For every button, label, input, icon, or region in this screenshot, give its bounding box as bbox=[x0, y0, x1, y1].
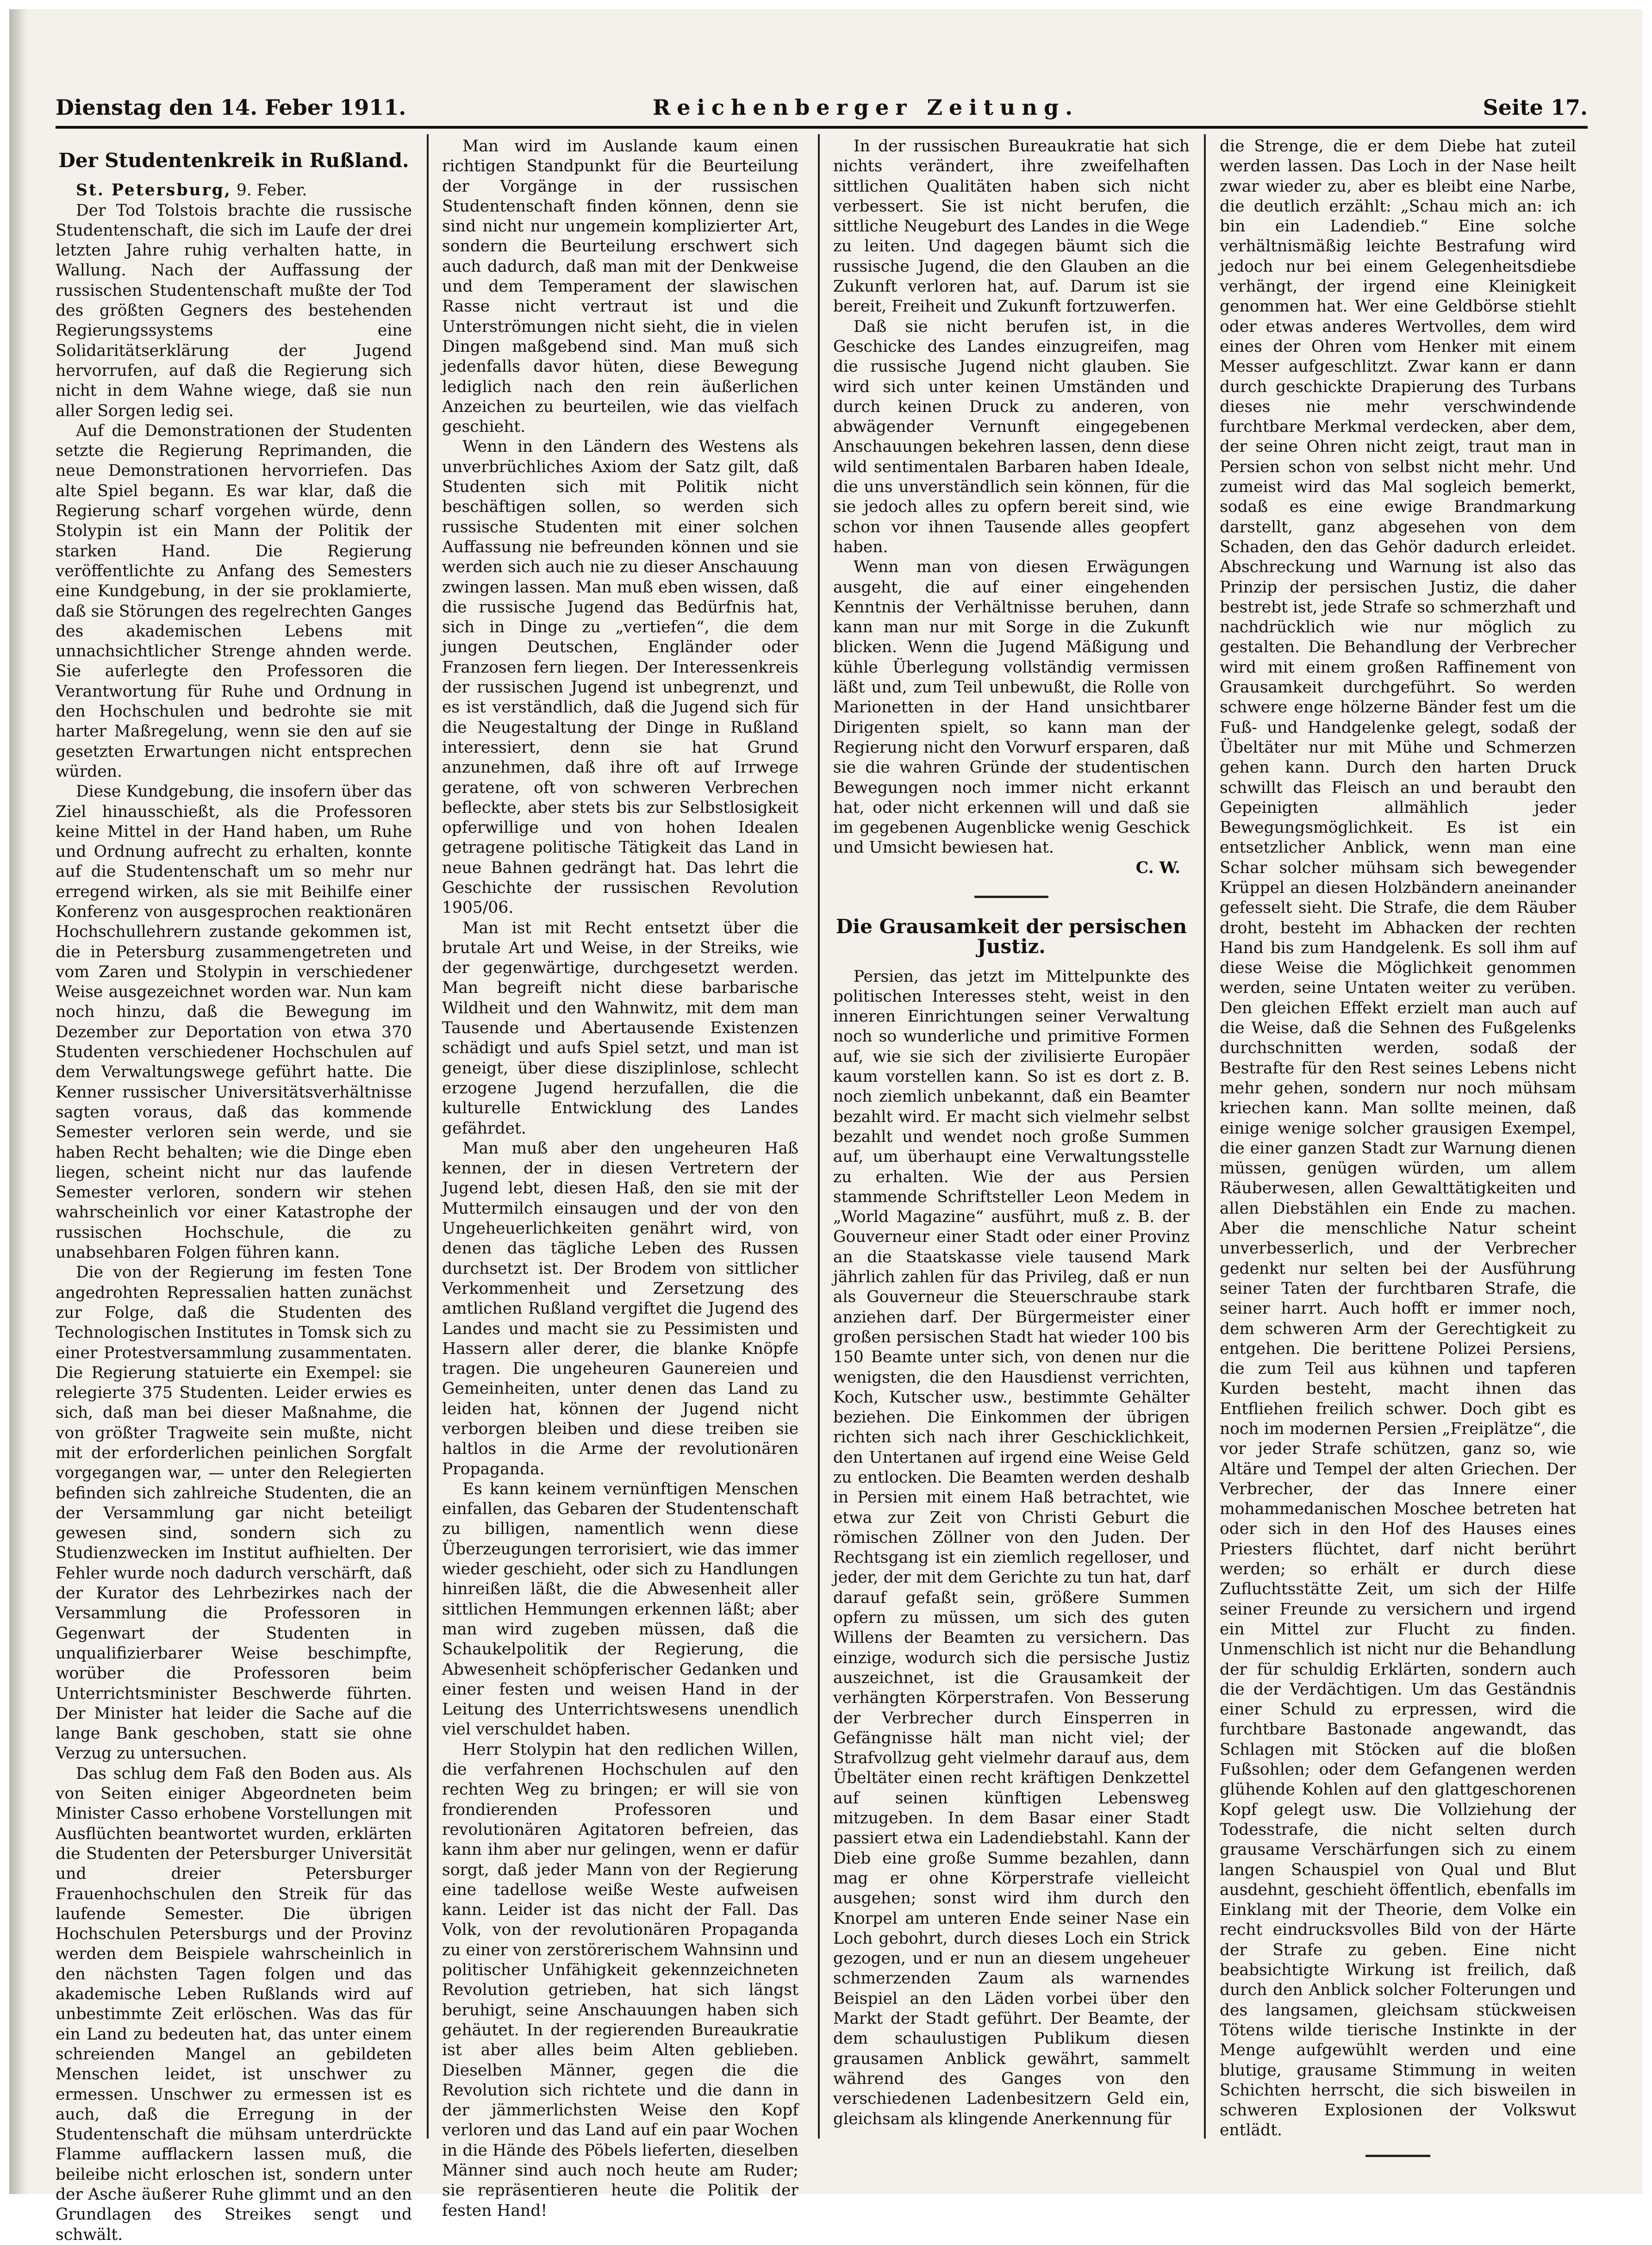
article-paragraph: Wenn man von diesen Erwägungen ausgeht, die auf einer eingehenden Kenntnis der Verhältnisse beruhen, dann kann man nur mit Sorge in die Zukunft blicken. Wenn die Jugend Mäßigung und kühle Überlegung vollständig vermissen läßt und, zum Teil unbewußt, die Rolle von Marionetten in der Hand unsichtbarer Dirigenten spielt, so kann man der Regierung nicht den Vorwurf ersparen, daß sie die wahren Gründe der studentischen Bewegungen noch immer nicht erkannt hat, oder nicht erkennen will und daß sie im gegebenen Augenblicke wenig Geschick und Umsicht bewiesen hat. bbox=[833, 558, 1190, 857]
column-divider bbox=[818, 134, 820, 2139]
article-2-continuation: die Strenge, die er dem Diebe hat zuteil werden lassen. Das Loch in der Nase heilt zwar wieder zu, aber es bleibt eine Narbe, die deutlich erzählt: „Schau mich an: ich bin ein Ladendieb.“ Eine solche verhältnismäßig leichte Bestrafung wird jedoch nur bei einem Gelegenheitsdiebe verhängt, der irgend eine Kleinigkeit genommen hat. Wer eine Geldbörse stiehlt oder etwas anderes Wertvolles, dem wird eines der Ohren vom Henker mit einem Messer aufgeschlitzt. Zwar kann er dann durch geschickte Drapierung des Turbans dieses nie mehr verschwindende furchtbare Merkmal verdecken, aber dem, der seine Ohren nicht zeigt, traut man in Persien schon von selbst nicht mehr. Und zumeist wird das Mal sogleich bemerkt, sodaß es eine ewige Brandmarkung darstellt, ganz abgesehen von dem Schaden, den das Gehör dadurch erleidet. Abschreckung und Warnung ist also das Prinzip der persischen Justiz, die daher bestrebt ist, jede Strafe so schmerzhaft und nachdrücklich wie nur möglich zu gestalten. Die Behandlung der Verbrecher wird mit einem großen Raffinement von Grausamkeit durchgeführt. So werden schwere enge hölzerne Bänder fest um die Fuß- und Handgelenke gelegt, sodaß der Übeltäter nur mit Mühe und Schmerzen gehen kann. Durch den harten Druck schwillt das Fleisch an und beraubt den Gepeinigten allmählich jeder Bewegungsmöglichkeit. Es ist ein entsetzlicher Anblick, wenn man eine Schar solcher mühsam sich bewegender Krüppel an diesen Holzbändern aneinander gefesselt sieht. Die Strafe, die dem Räuber droht, besteht im Abhacken der rechten Hand bis zum Handgelenk. Es soll ihm auf diese Weise die Möglichkeit genommen werden, seine Untaten weiter zu verüben. Den gleichen Effekt erzielt man auch auf die Weise, daß die Sehnen des Fußgelenks durchschnitten werden, sodaß der Bestrafte für den Rest seines Lebens nicht mehr gehen, sondern nur noch mühsam kriechen kann. Man sollte meinen, daß einige wenige solcher grausigen Exempel, die einer ganzen Stadt zur Warnung dienen müssen, genügen würden, um allem Räuberwesen, allen Gewalttätigkeiten und allen Diebstählen ein Ende zu machen. Aber die menschliche Natur scheint unverbesserlich, und der Verbrecher gedenkt nur selten bei der Ausführung seiner Taten der furchtbaren Strafe, die seiner harrt. Auch hofft er immer noch, dem schweren Arm der Gerechtigkeit zu entgehen. Die berittene Polizei Persiens, die zum Teil aus kühnen und tapferen Kurden besteht, macht ihnen das Entfliehen freilich schwer. Doch gibt es noch im modernen Persien „Freiplätze“, die vor jeder Strafe schützen, ganz so, wie Altäre und Tempel der alten Griechen. Der Verbrecher, der das Innere einer mohammedanischen Moschee betreten hat oder sich in den Hof des Hauses eines Priesters flüchtet, darf nicht berührt werden; so erhält er durch diese Zufluchtsstätte Zeit, um sich der Hilfe seiner Freunde zu versichern und irgend ein Mittel zur Flucht zu finden. Unmenschlich ist nicht nur die Behandlung der für schuldig Erklärten, sondern auch die der Verdächtigen. Um das Geständnis einer Schuld zu erpressen, wird die furchtbare Bastonade angewandt, das Schlagen mit Stöcken auf die bloßen Fußsohlen; oder dem Gefangenen werden glühende Kohlen auf den glattgeschorenen Kopf gelegt usw. Die Vollziehung der Todesstrafe, die nicht selten durch grausame Verschärfungen sich zu einem langen Schauspiel von Qual und Blut ausdehnt, geschieht öffentlich, ebenfalls im Einklang mit der Theorie, dem Volke ein recht eindrucksvolles Bild von der Härte der Strafe zu geben. Eine nicht beabsichtigte Wirkung ist freilich, daß durch den Anblick solcher Folterungen und des langsamen, gleichsam stückweisen Tötens wilde tierische Instinkte in der Menge aufgewühlt werden und eine blutige, grausame Stimmung in weiten Schichten herrscht, die sich bisweilen in schweren Explosionen der Volkswut entlädt. bbox=[1220, 137, 1576, 2140]
page-binding-edge bbox=[9, 9, 28, 2194]
article-separator bbox=[974, 896, 1048, 898]
article-paragraph: Diese Kundgebung, die insofern über das Ziel hinausschießt, als die Professoren keine Mittel in der Hand haben, um Ruhe und Ordnung aufrecht zu erhalten, konnte auf die Studentenschaft um so mehr nur erregend wirken, als sie mit Beihilfe einer Konferenz von ausgesprochen reaktionären Hochschullehrern zustande gekommen ist, die in Petersburg zusammengetreten und vom Zaren und Stolypin in verschiedener Weise ausgezeichnet worden war. Nun kam noch hinzu, daß die Bewegung im Dezember zur Deportation von etwa 370 Studenten verschiedener Hochschulen auf dem Verwaltungswege geführt hatte. Die Kenner russischer Universitätsverhältnisse sagten voraus, daß das kommende Semester verloren sein werde, und sie haben Recht behalten; wie die Dinge eben liegen, scheint nicht nur das laufende Semester verloren, sondern wir stehen wahrscheinlich vor einer Katastrophe der russischen Hochschule, die zu unabsehbaren Folgen führen kann. bbox=[56, 782, 412, 1262]
article-paragraph: Man wird im Auslande kaum einen richtigen Standpunkt für die Beurteilung der Vorgänge in der russischen Studentenschaft finden können, denn sie sind nicht nur ungemein komplizierter Art, sondern die Beurteilung erschwert sich auch dadurch, daß man mit der Denkweise und dem Temperament der slawischen Rasse nicht vertraut ist und die Unterströmungen nicht sieht, die in vielen Dingen maßgebend sind. Man muß sich jedenfalls davor hüten, diese Bewegung lediglich nach den rein äußerlichen Anzeichen zu beurteilen, wie das vielfach geschieht. bbox=[442, 137, 798, 437]
page-header bbox=[56, 95, 1588, 127]
header-page-number: Seite 17. bbox=[1483, 95, 1588, 120]
article-paragraph: In der russischen Bureaukratie hat sich nichts verändert, ihre zweifelhaften sittlichen Qualitäten haben sich nicht verbessert. Sie ist nicht berufen, die sittliche Neugeburt des Landes in die Wege zu leiten. Und dagegen bäumt sich die russische Jugend, die den Glauben an die Zukunft verloren hat, auf. Darum ist sie bereit, Freiheit und Zukunft fortzuwerfen. bbox=[833, 137, 1190, 316]
header-paper-title: Reichenberger Zeitung. bbox=[653, 95, 1079, 120]
article-paragraph: Es kann keinem vernünftigen Menschen einfallen, das Gebaren der Studentenschaft zu billigen, namentlich wenn diese Überzeugungen terrorisiert, wie das immer wieder geschieht, oder sich zu Handlungen hinreißen läßt, die die Abwesenheit aller sittlichen Hemmungen erkennen läßt; aber man wird zugeben müssen, daß die Schaukelpolitik der Regierung, die Abwesenheit schöpferischer Gedanken und einer festen und weisen Hand in der Leitung des Unterrichtswesens unendlich viel verschuldet haben. bbox=[442, 1479, 798, 1739]
column-4 bbox=[1220, 137, 1576, 2139]
column-3 bbox=[833, 137, 1190, 2139]
article-1-signature: C. W. bbox=[1135, 858, 1180, 877]
header-rule bbox=[56, 126, 1588, 129]
article-end-rule bbox=[1365, 2155, 1430, 2157]
article-paragraph: Auf die Demonstrationen der Studenten setzte die Regierung Reprimanden, die neue Demonstrationen hervorriefen. Das alte Spiel begann. Es war klar, daß die Regierung scharf vorgehen würde, denn Stolypin ist ein Mann der Politik der starken Hand. Die Regierung veröffentlichte zu Anfang des Semesters eine Kundgebung, in der sie proklamierte, daß sie Störungen des regelrechten Ganges des akademischen Lebens mit unnachsichtlicher Strenge ahnden werde. Sie auferlegte den Professoren die Verantwortung für Ruhe und Ordnung in den Hochschulen und bedrohte sie mit harter Maßregelung, wenn sie den auf sie gesetzten Erwartungen nicht entsprechen würden. bbox=[56, 421, 412, 781]
article-paragraph: Persien, das jetzt im Mittelpunkte des politischen Interesses steht, weist in den inneren Einrichtungen seiner Verwaltung noch so wunderliche und primitive Formen auf, wie sie sich der zivilisierte Europäer kaum vorstellen kann. So ist es dort z. B. noch ziemlich unbekannt, daß ein Beamter bezahlt wird. Er macht sich vielmehr selbst bezahlt und wendet noch große Summen auf, um überhaupt eine Verwaltungsstelle zu erhalten. Wie der aus Persien stammende Schriftsteller Leon Medem in „World Magazine“ ausführt, muß z. B. der Gouverneur einer Stadt oder einer Provinz an die Staatskasse viele tausend Mark jährlich zahlen für das Privileg, daß er nun als Gouverneur die Steuerschraube stark anziehen darf. Der Bürgermeister einer großen persischen Stadt hat wieder 100 bis 150 Beamte unter sich, von denen nur die wenigsten, die den Hausdienst verrichten, Koch, Kutscher usw., bestimmte Gehälter beziehen. Die Einkommen der übrigen richten sich nach ihrer Geschicklichkeit, den Untertanen auf irgend eine Weise Geld zu entlocken. Die Beamten werden deshalb in Persien mit einem Haß betrachtet, wie etwa zur Zeit von Christi Geburt die römischen Zöllner von den Juden. Der Rechtsgang ist ein ziemlich regelloser, und jeder, der mit dem Gerichte zu tun hat, darf darauf gefaßt sein, größere Summen opfern zu müssen, um sich des guten Willens der Beamten zu versichern. Das einzige, wodurch sich die persische Justiz auszeichnet, ist die Grausamkeit der verhängten Körperstrafen. Von Besserung der Verbrecher durch Einsperren in Gefängnisse hält man nicht viel; der Strafvollzug geht vielmehr darauf aus, dem Übeltäter einen recht kräftigen Denkzettel auf seinen künftigen Lebensweg mitzugeben. In dem Basar einer Stadt passiert etwa ein Ladendiebstahl. Kann der Dieb eine große Summe bezahlen, dann mag er ohne Körperstrafe vielleicht ausgehen; sonst wird ihm durch den Knorpel am unteren Ende seiner Nase ein Loch gebohrt, durch dieses Loch ein Strick gezogen, und er nun an diesem ungeheuer schmerzenden Zaum als warnendes Beispiel an den Läden vorbei über den Markt der Stadt geführt. Der Beamte, der dem schaulustigen Publikum diesen grausamen Anblick gewährt, sammelt während des Ganges von den verschiedenen Ladenbesitzern Geld ein, gleichsam als klingende Anerkennung für bbox=[833, 967, 1190, 2128]
article-paragraph: Man ist mit Recht entsetzt über die brutale Art und Weise, in der Streiks, wie der gegenwärtige, durchgesetzt werden. Man begreift nicht diese barbarische Wildheit und den Wahnwitz, mit dem man Tausende und Abertausende Existenzen schädigt und aufs Spiel setzt, und man ist geneigt, über diese disziplinlose, schlecht erzogene Jugend herzufallen, die die kulturelle Entwicklung des Landes gefährdet. bbox=[442, 918, 798, 1138]
article-paragraph: Daß sie nicht berufen ist, in die Geschicke des Landes einzugreifen, mag die russische Jugend nicht glauben. Sie wird sich unter keinen Umständen und durch keinen Druck zu anderen, von abwägender Vernunft eingegebenen Anschauungen bekehren lassen, denn diese wild sentimentalen Barbaren haben Ideale, die uns unverständlich sein können, für die sie jedoch alles zu opfern bereit sind, wie schon vor ihnen Tausende alles geopfert haben. bbox=[833, 317, 1190, 556]
dateline-date: 9. Feber. bbox=[236, 181, 307, 200]
article-paragraph: Man muß aber den ungeheuren Haß kennen, der in diesen Vertretern der Jugend lebt, diesen Haß, den sie mit der Muttermilch einsaugen und der von den Ungeheuerlichkeiten genährt wird, von denen das tägliche Leben des Russen durchsetzt ist. Der Brodem von sittlicher Verkommenheit und Zersetzung des amtlichen Rußland vergiftet die Jugend des Landes und macht sie zu Pessimisten und Hassern aller derer, die blanke Knöpfe tragen. Die ungeheuren Gaunereien und Gemeinheiten, unter denen das Land zu leiden hat, können der Jugend nicht verborgen bleiben und diese treiben sie haltlos in die Arme der revolutionären Propaganda. bbox=[442, 1139, 798, 1478]
article-1-title: Der Studentenkreik in Rußland. bbox=[58, 149, 409, 172]
dateline-place: St. Petersburg, bbox=[76, 181, 231, 200]
column-divider bbox=[1204, 134, 1206, 2139]
article-paragraph: Die von der Regierung im festen Tone angedrohten Repressalien hatten zunächst zur Folge, daß die Studenten des Technologischen Institutes in Tomsk sich zu einer Protestversammlung zusammentaten. Die Regierung statuierte ein Exempel: sie relegierte 375 Studenten. Leider erwies es sich, daß man bei dieser Maßnahme, die von größter Tragweite sein mußte, nicht mit der erforderlichen peinlichen Sorgfalt vorgegangen war, — unter den Relegierten befinden sich zahlreiche Studenten, die an der Versammlung gar nicht beteiligt gewesen sind, sondern sich zu Studienzwecken im Institut aufhielten. Der Fehler wurde noch dadurch verschärft, daß der Kurator des Lehrbezirkes nach der Versammlung die Professoren in Gegenwart der Studenten in unqualifizierbarer Weise beschimpfte, worüber die Professoren beim Unterrichtsminister Beschwerde führten. Der Minister hat leider die Sache auf die lange Bank geschoben, statt sie ohne Verzug zu untersuchen. bbox=[56, 1263, 412, 1763]
column-2 bbox=[442, 137, 798, 2220]
column-1 bbox=[56, 137, 412, 2244]
article-paragraph: Herr Stolypin hat den redlichen Willen, die verfahrenen Hochschulen auf den rechten Weg zu bringen; er will sie von frondierenden Professoren und revolutionären Agitatoren befreien, das kann ihm aber nur gelingen, wenn er dafür sorgt, daß jeder Mann von der Regierung eine tadellose weiße Weste aufweisen kann. Leider ist das nicht der Fall. Das Volk, von der revolutionären Propaganda zu einer von zerstörerischem Wahnsinn und politischer Unfähigkeit gekennzeichneten Revolution getrieben, hat sich längst beruhigt, seine Anschauungen haben sich gehäutet. In der regierenden Bureaukratie ist aber alles beim Alten geblieben. Dieselben Männer, gegen die die Revolution sich richtete und die dann in der jämmerlichsten Weise den Kopf verloren und das Land auf ein paar Wochen in die Hände des Pöbels lieferten, dieselben Männer sind auch noch heute am Ruder; sie repräsentieren heute die Politik der festen Hand! bbox=[442, 1740, 798, 2220]
article-2-title: Die Grausamkeit der persischen Justiz. bbox=[835, 915, 1187, 958]
article-paragraph: Das schlug dem Faß den Boden aus. Als von Seiten einiger Abgeordneten beim Minister Casso erhobene Vorstellungen mit Ausflüchten beantwortet wurden, erklärten die Studenten der Petersburger Universität und dreier Petersburger Frauenhochschulen den Streik für das laufende Semester. Die übrigen Hochschulen Petersburgs und der Provinz werden dem Beispiele wahrscheinlich in den nächsten Tagen folgen und das akademische Leben Rußlands wird auf unbestimmte Zeit erlöschen. Was das für ein Land zu bedeuten hat, das unter einem schreienden Mangel an gebildeten Menschen leidet, ist unschwer zu ermessen. Unschwer zu ermessen ist es auch, daß die Erregung in der Studentenschaft die mühsam unterdrückte Flamme aufflackern lassen muß, die beileibe nicht erloschen ist, sondern unter der Asche äußerer Ruhe glimmt und an den Grundlagen des Streikes sengt und schwält. bbox=[56, 1764, 412, 2244]
article-paragraph: Wenn in den Ländern des Westens als unverbrüchliches Axiom der Satz gilt, daß Studenten sich mit Politik nicht beschäftigen sollen, so werden sich russische Studenten mit einer solchen Auffassung nie befreunden können und sie werden sich auch nie zu dieser Anschauung zwingen lassen. Man muß eben wissen, daß die russische Jugend das Bedürfnis hat, sich in Dinge zu „vertiefen“, die dem jungen Deutschen, Engländer oder Franzosen fern liegen. Der Interessenkreis der russischen Jugend ist unbegrenzt, und es ist verständlich, daß die Jugend sich für die Neugestaltung der Dinge in Rußland interessiert, denn sie hat Grund anzunehmen, daß ihre oft auf Irrwege geratene, oft von schweren Verbrechen befleckte, aber stets bis zur Selbstlosigkeit opferwillige und von hohen Idealen getragene politische Tätigkeit das Land in neue Bahnen gedrängt hat. Das lehrt die Geschichte der russischen Revolution 1905/06. bbox=[442, 437, 798, 917]
header-date: Dienstag den 14. Feber 1911. bbox=[56, 95, 406, 120]
article-1-dateline bbox=[56, 181, 412, 200]
article-paragraph: Der Tod Tolstois brachte die russische Studentenschaft, die sich im Laufe der drei letzten Jahre ruhig verhalten hatte, in Wallung. Nach der Auffassung der russischen Studentenschaft mußte der Tod des größten Gegners des bestehenden Regierungssystems eine Solidaritätserklärung der Jugend hervorrufen, auf daß die Regierung sich nicht in dem Wahne wiege, daß sie nun aller Sorgen ledig sei. bbox=[56, 201, 412, 420]
column-divider bbox=[427, 134, 429, 2139]
